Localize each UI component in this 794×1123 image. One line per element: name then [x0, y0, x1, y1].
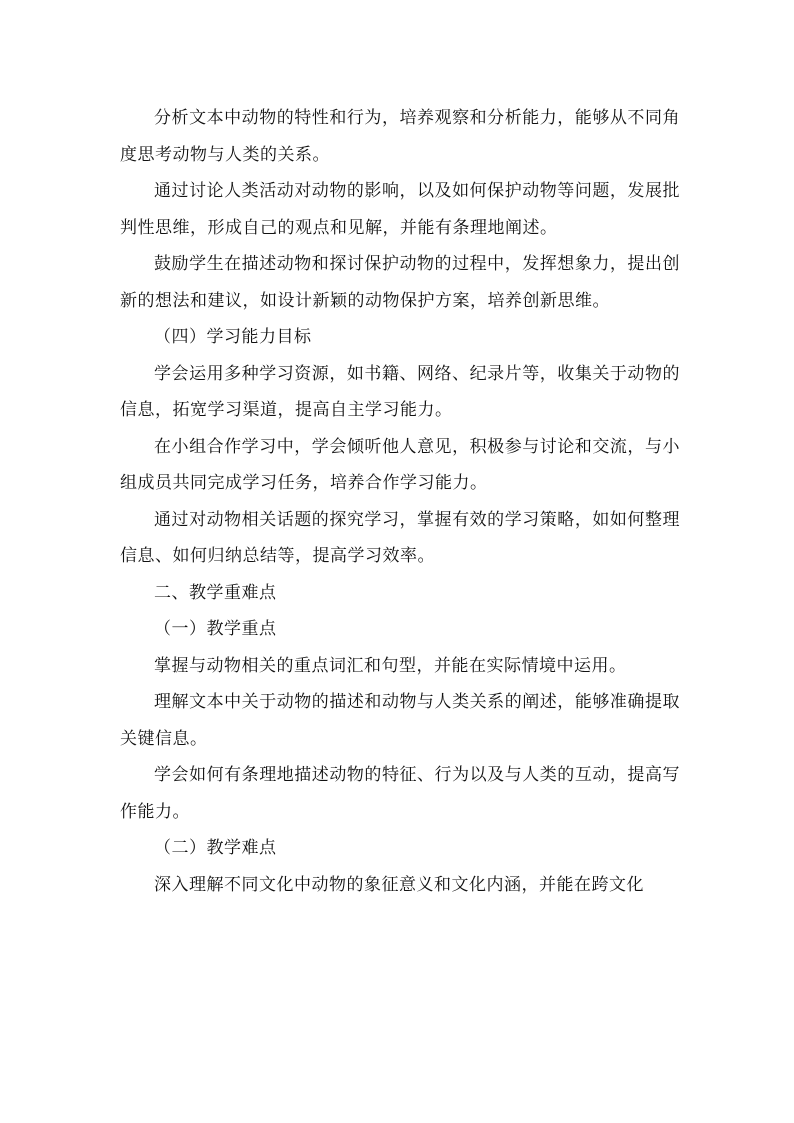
- paragraph-learning-strategies: 通过对动物相关话题的探究学习，掌握有效的学习策略，如如何整理信息、如何归纳总结等，提高学习效率。: [120, 509, 680, 566]
- heading-learning-ability-goals: （四）学习能力目标: [154, 327, 312, 347]
- paragraph-cultural-symbolism: 深入理解不同文化中动物的象征意义和文化内涵，并能在跨文化: [154, 874, 644, 895]
- paragraph-text-comprehension: 理解文本中关于动物的描述和动物与人类关系的阐述，能够准确提取关键信息。: [120, 692, 680, 749]
- paragraph-group-cooperation: 在小组合作学习中，学会倾听他人意见，积极参与讨论和交流，与小组成员共同完成学习任务，培养合作学习能力。: [120, 436, 680, 493]
- paragraph-creative-thinking: 鼓励学生在描述动物和探讨保护动物的过程中，发挥想象力，提出创新的想法和建议，如设计新颖的动物保护方案，培养创新思维。: [120, 254, 680, 311]
- paragraph-vocabulary-sentences: 掌握与动物相关的重点词汇和句型，并能在实际情境中运用。: [154, 655, 627, 676]
- heading-teaching-key-points: （一）教学重点: [154, 619, 277, 639]
- paragraph-analysis-ability: 分析文本中动物的特性和行为，培养观察和分析能力，能够从不同角度思考动物与人类的关系。: [120, 108, 680, 165]
- paragraph-critical-thinking: 通过讨论人类活动对动物的影响，以及如何保护动物等问题，发展批判性思维，形成自己的观点和见解，并能有条理地阐述。: [120, 181, 680, 238]
- heading-teaching-difficult-points: （二）教学难点: [154, 838, 277, 858]
- paragraph-learning-resources: 学会运用多种学习资源，如书籍、网络、纪录片等，收集关于动物的信息，拓宽学习渠道，提高自主学习能力。: [120, 363, 680, 420]
- document-body: [120, 100, 680, 903]
- paragraph-writing-ability: 学会如何有条理地描述动物的特征、行为以及与人类的互动，提高写作能力。: [120, 765, 680, 822]
- heading-teaching-key-difficult-points: 二、教学重难点: [154, 582, 277, 603]
